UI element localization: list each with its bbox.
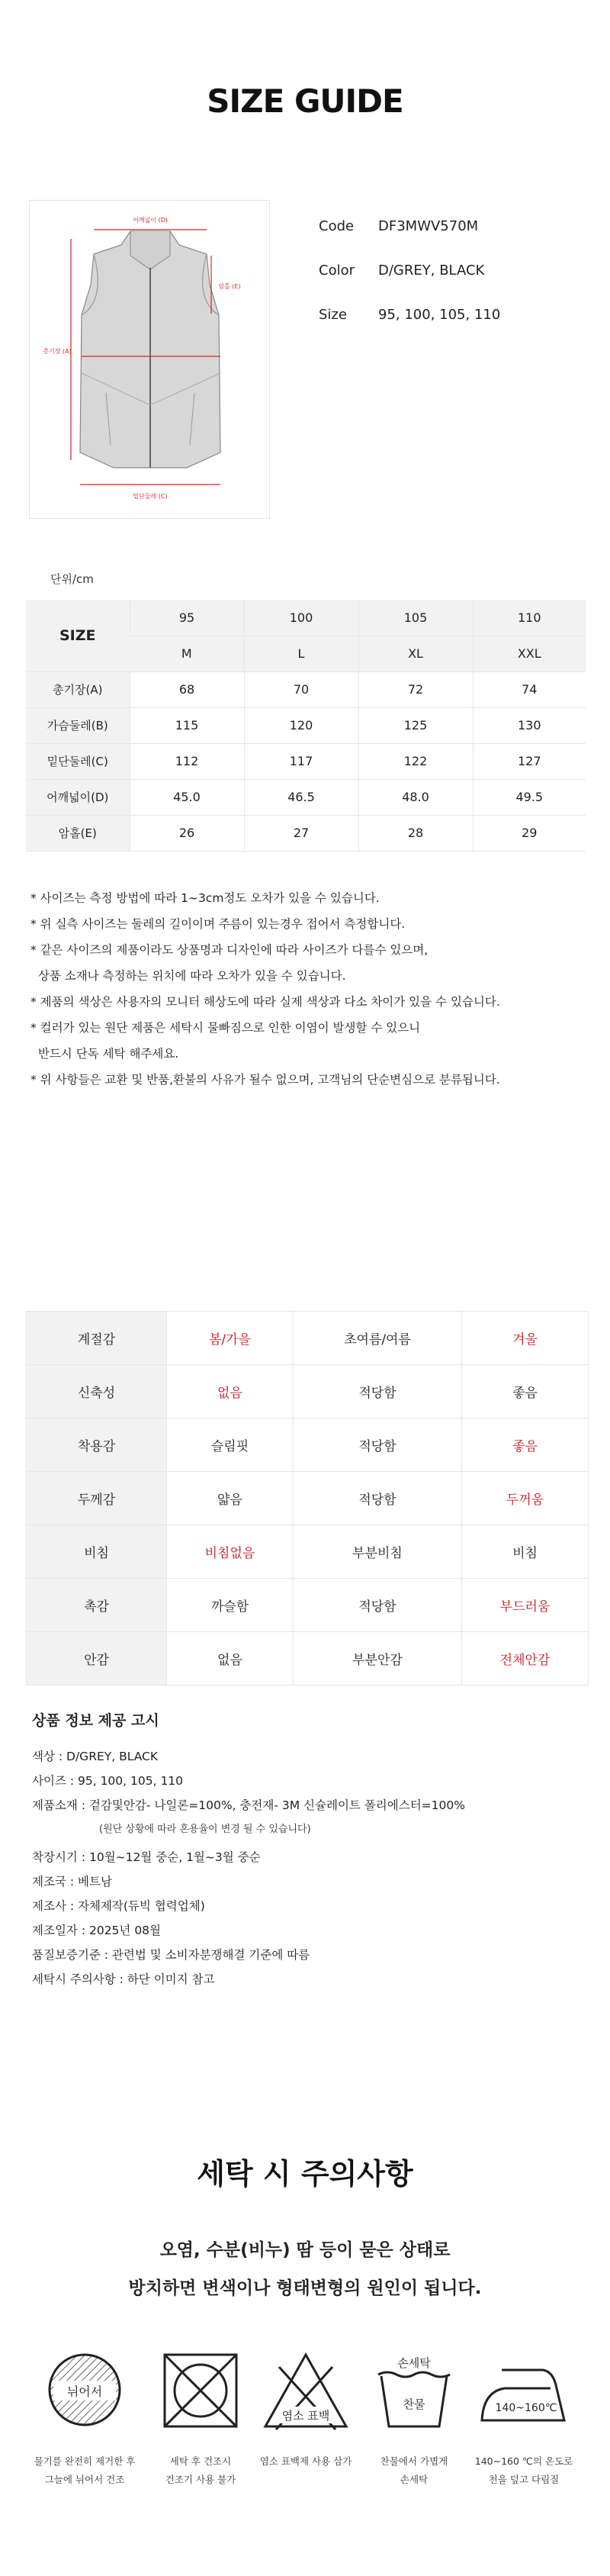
cell: 29	[473, 815, 586, 851]
cell: 45.0	[130, 779, 244, 815]
notice-line: 색상 : D/GREY, BLACK	[32, 1750, 159, 1763]
feel-label: 비침	[27, 1525, 167, 1579]
feel-row	[27, 1418, 589, 1472]
cell: 26	[130, 815, 244, 851]
table-row	[26, 707, 586, 743]
cell: 125	[358, 707, 473, 743]
letter-col: XXL	[473, 636, 586, 671]
row-label: 밑단둘레(C)	[26, 743, 130, 779]
cell: 27	[244, 815, 358, 851]
care-caption: 140~160 ℃의 온도로 천을 덮고 다림질	[474, 2455, 573, 2485]
cell: 48.0	[358, 779, 473, 815]
info-notice-title: 상품 정보 제공 고시	[32, 1712, 159, 1729]
cell: 122	[358, 743, 473, 779]
iron-icon	[474, 2344, 573, 2443]
row-label: 가슴둘레(B)	[26, 707, 130, 743]
label-armhole: 암홀 (E)	[218, 283, 241, 290]
cell: 46.5	[244, 779, 358, 815]
cell: 28	[358, 815, 473, 851]
notice-line: 제조일자 : 2025년 08월	[32, 1924, 162, 1937]
feel-option: 두꺼움	[462, 1472, 589, 1525]
color-label: Color	[319, 262, 355, 279]
size-col: 100	[244, 600, 358, 636]
svg-text:염소 표백: 염소 표백	[281, 2409, 330, 2423]
cell: 117	[244, 743, 358, 779]
feel-row	[27, 1312, 589, 1365]
feel-option: 좋음	[462, 1365, 589, 1418]
notice-line: (원단 상황에 따라 혼용율이 변경 될 수 있습니다)	[99, 1824, 311, 1835]
cell: 70	[244, 671, 358, 707]
cell: 112	[130, 743, 244, 779]
feel-row	[27, 1579, 589, 1632]
feel-option: 전체안감	[462, 1632, 589, 1686]
size-table	[26, 600, 586, 852]
feel-label: 착용감	[27, 1418, 167, 1472]
table-row	[26, 743, 586, 779]
row-label: 암홀(E)	[26, 815, 130, 851]
note-line: * 같은 사이즈의 제품이라도 상품명과 디자인에 따라 사이즈가 다를수 있으며,	[30, 943, 429, 957]
table-row	[26, 671, 586, 707]
feel-option: 봄/가을	[167, 1312, 294, 1365]
label-hem: 밑단둘레 (C)	[133, 493, 168, 500]
notice-line: 사이즈 : 95, 100, 105, 110	[32, 1774, 184, 1788]
row-label: 총기장(A)	[26, 671, 130, 707]
notice-line: 세탁시 주의사항 : 하단 이미지 참고	[32, 1972, 215, 1986]
size-col: 110	[473, 600, 586, 636]
cell: 120	[244, 707, 358, 743]
feel-option: 없음	[167, 1632, 294, 1686]
size-value: 95, 100, 105, 110	[378, 307, 501, 323]
feel-row	[27, 1365, 589, 1418]
svg-text:140~160℃: 140~160℃	[495, 2402, 557, 2414]
feel-option: 적당함	[293, 1472, 461, 1525]
product-diagram	[29, 200, 270, 519]
label-length: 총기장 (A)	[43, 348, 72, 355]
no-tumble-dry-icon	[151, 2344, 250, 2443]
care-line-1: 오염, 수분(비누) 땀 등이 묻은 상태로	[159, 2240, 451, 2260]
feel-label: 안감	[27, 1632, 167, 1686]
feel-option: 적당함	[293, 1365, 461, 1418]
feel-option: 비침	[462, 1525, 589, 1579]
feel-row	[27, 1472, 589, 1525]
size-header: SIZE	[26, 600, 130, 671]
feel-row	[27, 1525, 589, 1579]
feel-row	[27, 1632, 589, 1686]
code-label: Code	[319, 218, 355, 234]
svg-text:뉘어서: 뉘어서	[66, 2384, 103, 2399]
cell: 74	[473, 671, 586, 707]
care-line-2: 방치하면 변색이나 형태변형의 원인이 됩니다.	[128, 2278, 482, 2298]
label-shoulder: 어깨넓이 (D)	[133, 217, 168, 224]
feel-label: 두께감	[27, 1472, 167, 1525]
feel-option: 없음	[167, 1365, 294, 1418]
color-value: D/GREY, BLACK	[378, 262, 485, 279]
hand-wash-icon	[364, 2344, 464, 2443]
note-line: * 위 사항들은 교환 및 반품,환불의 사유가 될수 없으며, 고객님의 단순변심으로 분류됩니다.	[30, 1073, 500, 1087]
feel-label: 계절감	[27, 1312, 167, 1365]
feel-option: 적당함	[293, 1579, 461, 1632]
size-notes	[30, 885, 500, 1093]
code-value: DF3MWV570M	[378, 218, 479, 234]
table-row	[26, 600, 586, 636]
feel-option: 초여름/여름	[293, 1312, 461, 1365]
feel-label: 촉감	[27, 1579, 167, 1632]
feel-option: 부분안감	[293, 1632, 461, 1686]
note-line: * 제품의 색상은 사용자의 모니터 해상도에 따라 실제 색상과 다소 차이가 있을 수 있습니다.	[30, 995, 500, 1009]
size-col: 105	[358, 600, 473, 636]
cell: 68	[130, 671, 244, 707]
note-line: * 컬러가 있는 원단 제품은 세탁시 물빠짐으로 인한 이염이 발생할 수 있으니	[30, 1021, 421, 1035]
svg-text:찬물: 찬물	[403, 2397, 425, 2411]
feel-option: 비침없음	[167, 1525, 294, 1579]
feel-option: 부드러움	[462, 1579, 589, 1632]
table-row	[26, 815, 586, 851]
fabric-feel-table	[26, 1311, 589, 1686]
care-caption: 찬물에서 가볍게 손세탁	[380, 2455, 448, 2485]
feel-option: 슬림핏	[167, 1418, 294, 1472]
chlorine-bleach-icon	[256, 2344, 355, 2443]
letter-col: XL	[358, 636, 473, 671]
unit-label: 단위/cm	[50, 572, 94, 586]
note-line: * 사이즈는 측정 방법에 따라 1~3cm정도 오차가 있을 수 있습니다.	[30, 891, 380, 905]
care-title: 세탁 시 주의사항	[197, 2157, 413, 2191]
feel-option: 까슬함	[167, 1579, 294, 1632]
notice-line: 품질보증기준 : 관련법 및 소비자분쟁해결 기준에 따름	[32, 1948, 310, 1962]
notice-line: 제조국 : 베트남	[32, 1875, 112, 1889]
feel-option: 얇음	[167, 1472, 294, 1525]
notice-line: 제품소재 : 겉감및안감- 나일론=100%, 충전재- 3M 신슐레이트 폴리에스터=100%	[32, 1798, 465, 1812]
care-caption: 물기를 완전히 제거한 후 그늘에 뉘어서 건조	[34, 2455, 136, 2485]
care-caption: 염소 표백제 사용 삼가	[259, 2455, 352, 2467]
size-label: Size	[319, 307, 347, 323]
care-caption: 세탁 후 건조시 건조기 사용 불가	[165, 2455, 236, 2485]
notice-line: 착장시기 : 10월~12월 중순, 1월~3월 중순	[32, 1850, 261, 1864]
feel-option: 적당함	[293, 1418, 461, 1472]
note-line: 상품 소재나 측정하는 위치에 따라 오차가 있을 수 있습니다.	[30, 969, 346, 983]
notice-line: 제조사 : 자체제작(듀빅 협력업체)	[32, 1899, 205, 1913]
note-line: * 위 실측 사이즈는 둘레의 길이이며 주름이 있는경우 접어서 측정합니다.	[30, 917, 406, 931]
svg-text:손세탁: 손세탁	[397, 2356, 431, 2370]
table-row	[26, 779, 586, 815]
cell: 72	[358, 671, 473, 707]
cell: 115	[130, 707, 244, 743]
cell: 49.5	[473, 779, 586, 815]
cell: 130	[473, 707, 586, 743]
note-line: 반드시 단독 세탁 해주세요.	[30, 1047, 179, 1061]
cell: 127	[473, 743, 586, 779]
letter-col: M	[130, 636, 244, 671]
vest-illustration	[30, 201, 271, 520]
feel-label: 신축성	[27, 1365, 167, 1418]
page-title: SIZE GUIDE	[207, 82, 403, 120]
shade-dry-icon	[35, 2344, 134, 2443]
feel-option: 겨울	[462, 1312, 589, 1365]
letter-col: L	[244, 636, 358, 671]
feel-option: 부분비침	[293, 1525, 461, 1579]
row-label: 어깨넓이(D)	[26, 779, 130, 815]
size-col: 95	[130, 600, 244, 636]
feel-option: 좋음	[462, 1418, 589, 1472]
